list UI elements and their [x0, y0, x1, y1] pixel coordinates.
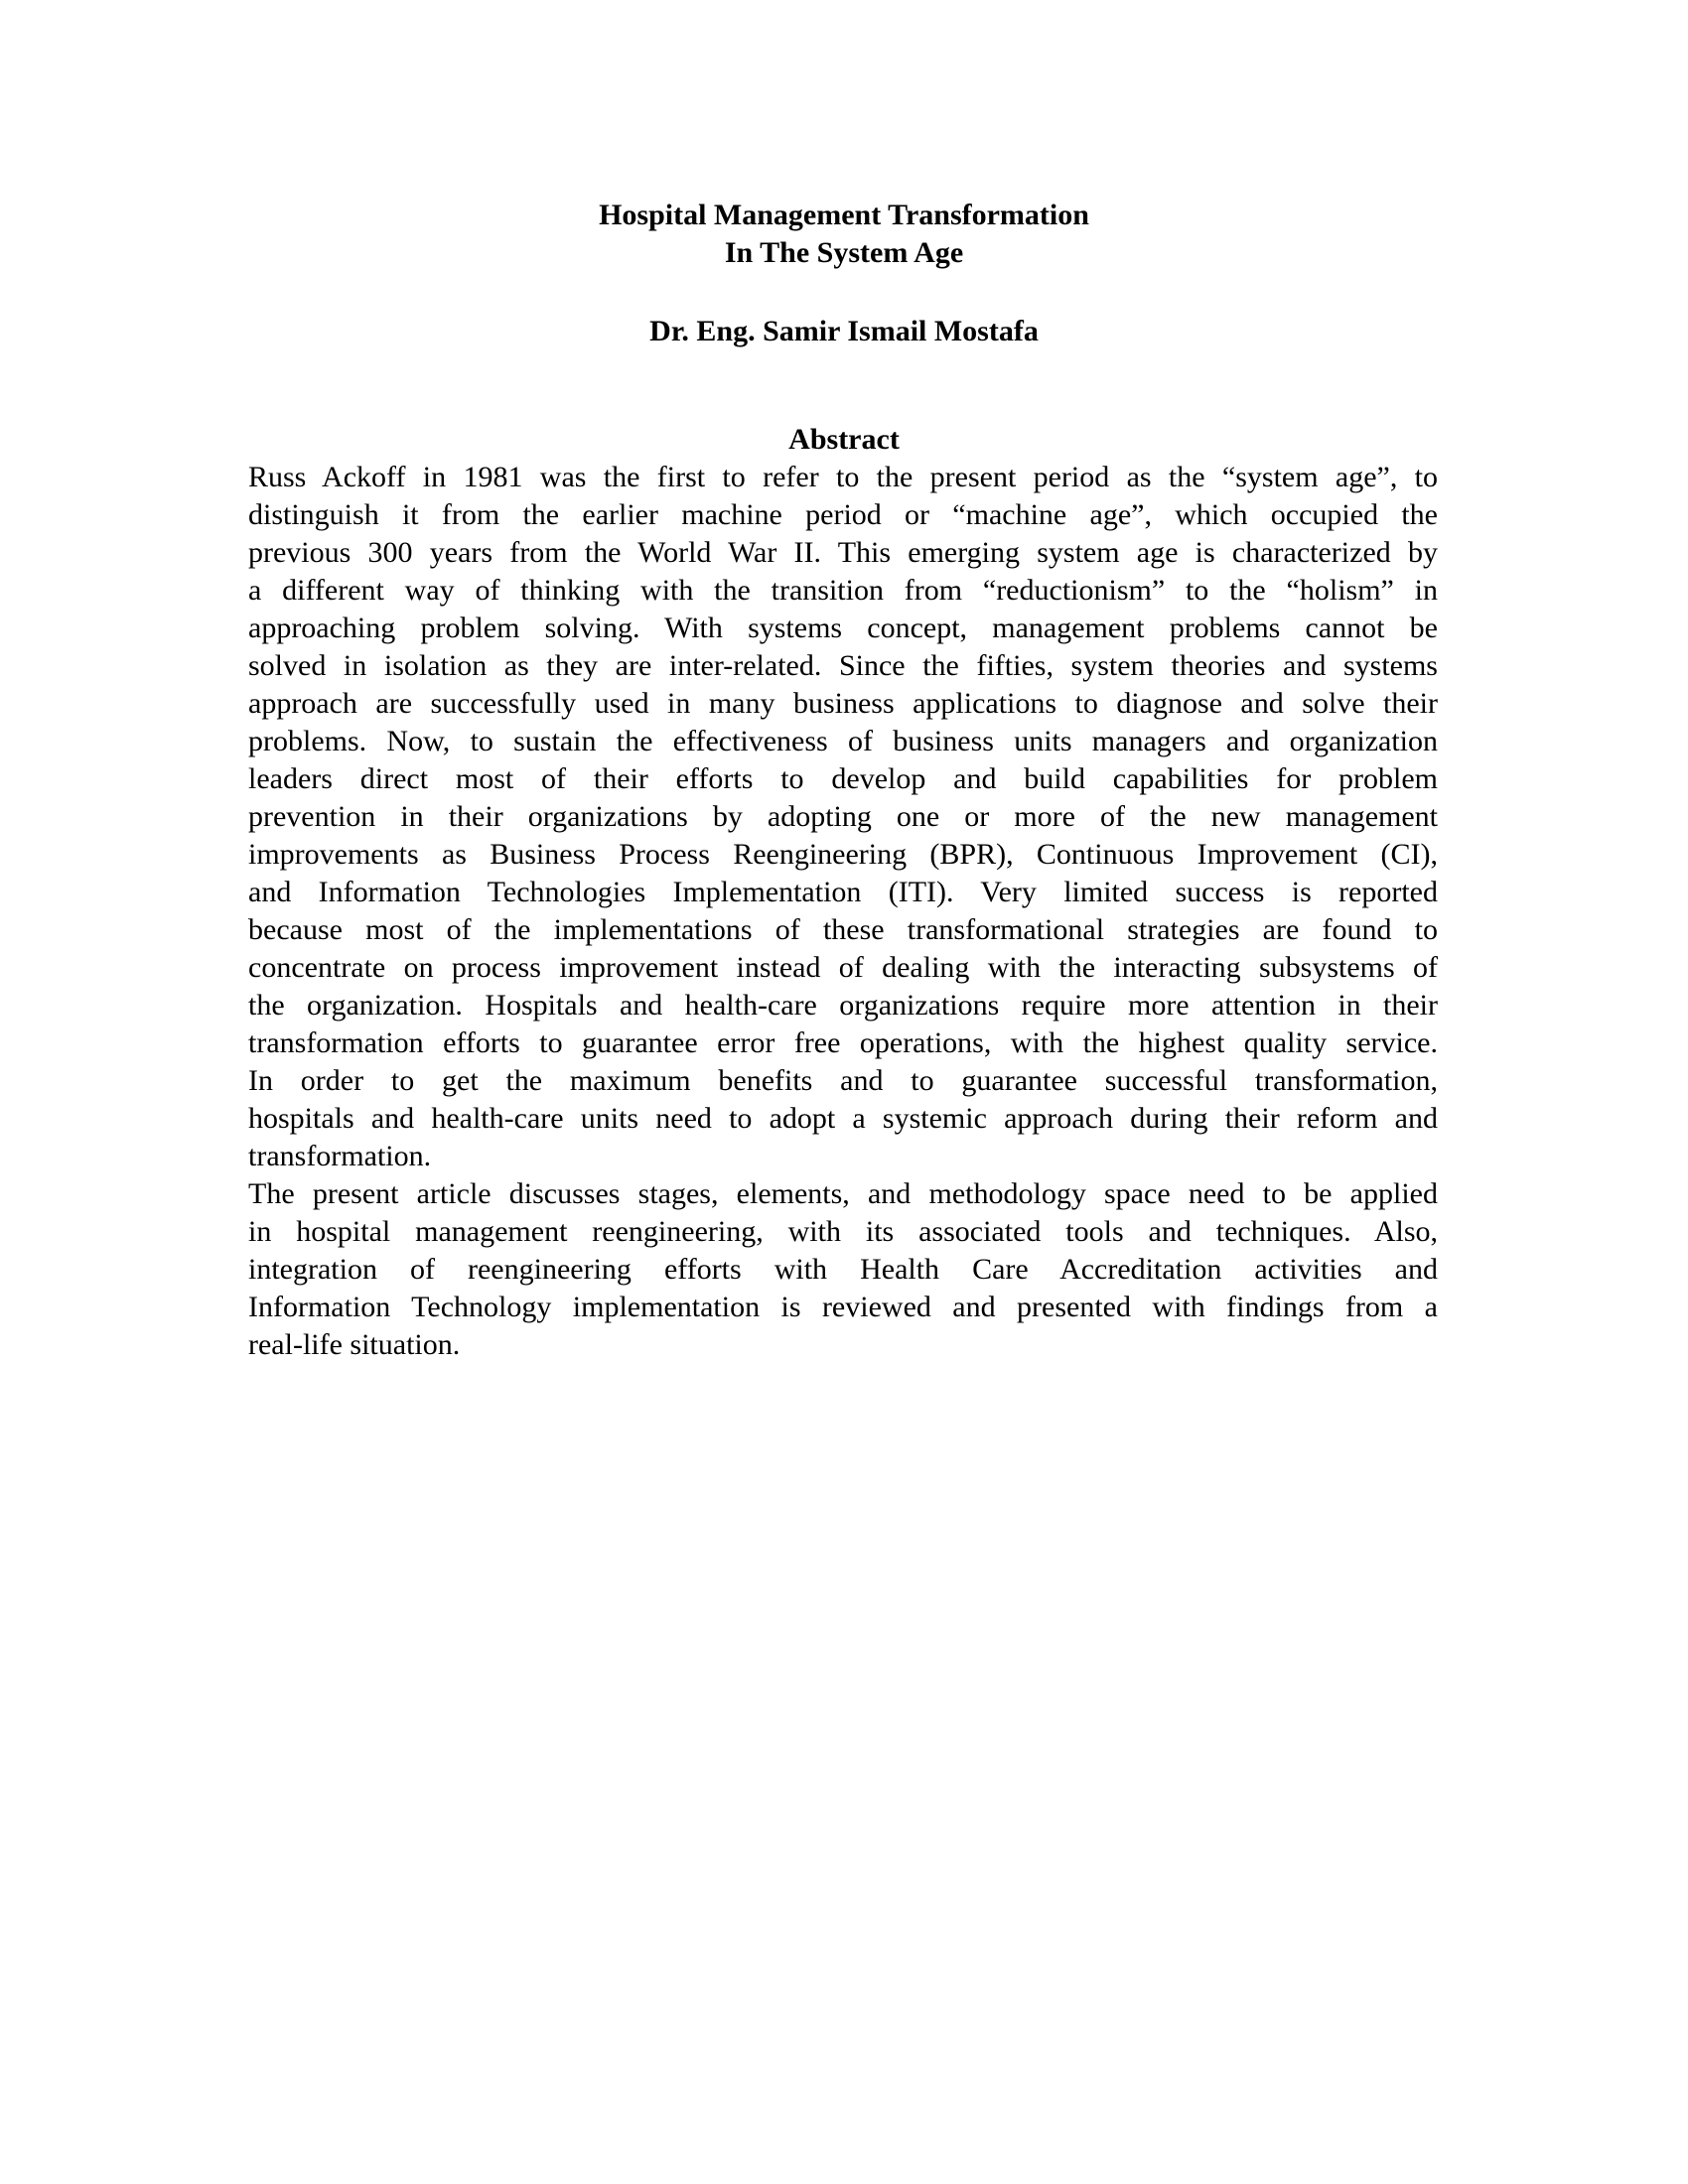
- text-line: approaching problem solving. With systems concept, management problems cannot be: [248, 612, 1438, 644]
- text-line: problems. Now, to sustain the effectiveness of business units managers and organization: [248, 725, 1438, 757]
- text-line: Russ Ackoff in 1981 was the first to refer to the present period as the “system age”, to: [248, 461, 1438, 493]
- text-line: real-life situation.: [248, 1328, 461, 1361]
- text-line: approach are successfully used in many business applications to diagnose and solve their: [248, 687, 1438, 720]
- text-line: in hospital management reengineering, with its associated tools and techniques. Also,: [248, 1215, 1438, 1248]
- text-line: Information Technology implementation is reviewed and presented with findings from a: [248, 1291, 1438, 1323]
- text-line: improvements as Business Process Reengineering (BPR), Continuous Improvement (CI),: [248, 838, 1438, 871]
- text-line: solved in isolation as they are inter-related. Since the fifties, system theories and systems: [248, 649, 1438, 682]
- text-line: and Information Technologies Implementation (ITI). Very limited success is reported: [248, 876, 1438, 908]
- text-line: In order to get the maximum benefits and to guarantee successful transformation,: [248, 1064, 1438, 1097]
- text-line: previous 300 years from the World War II. This emerging system age is characterized by: [248, 536, 1438, 569]
- text-line: concentrate on process improvement instead of dealing with the interacting subsystems of: [248, 951, 1438, 984]
- text-line: distinguish it from the earlier machine period or “machine age”, which occupied the: [248, 498, 1438, 531]
- paper-title: [0, 197, 1688, 272]
- title-line-2: In The System Age: [724, 236, 964, 269]
- title-line-1: Hospital Management Transformation: [599, 199, 1089, 231]
- text-line: because most of the implementations of these transformational strategies are found to: [248, 913, 1438, 946]
- abstract-heading: Abstract: [788, 423, 900, 456]
- text-line: The present article discusses stages, elements, and methodology space need to be applied: [248, 1177, 1438, 1210]
- text-line: the organization. Hospitals and health-care organizations require more attention in their: [248, 989, 1438, 1022]
- text-line: prevention in their organizations by adopting one or more of the new management: [248, 800, 1438, 833]
- text-line: leaders direct most of their efforts to develop and build capabilities for problem: [248, 762, 1438, 795]
- text-line: a different way of thinking with the transition from “reductionism” to the “holism” in: [248, 574, 1438, 607]
- abstract-paragraph-1: [248, 459, 1438, 1175]
- text-line: transformation efforts to guarantee error free operations, with the highest quality service.: [248, 1026, 1438, 1059]
- text-line: transformation.: [248, 1140, 432, 1172]
- author-name: Dr. Eng. Samir Ismail Mostafa: [649, 315, 1039, 347]
- abstract-body: [248, 459, 1438, 1364]
- text-line: integration of reengineering efforts with Health Care Accreditation activities and: [248, 1253, 1438, 1286]
- abstract-paragraph-2: [248, 1175, 1438, 1364]
- text-line: hospitals and health-care units need to adopt a systemic approach during their reform and: [248, 1102, 1438, 1135]
